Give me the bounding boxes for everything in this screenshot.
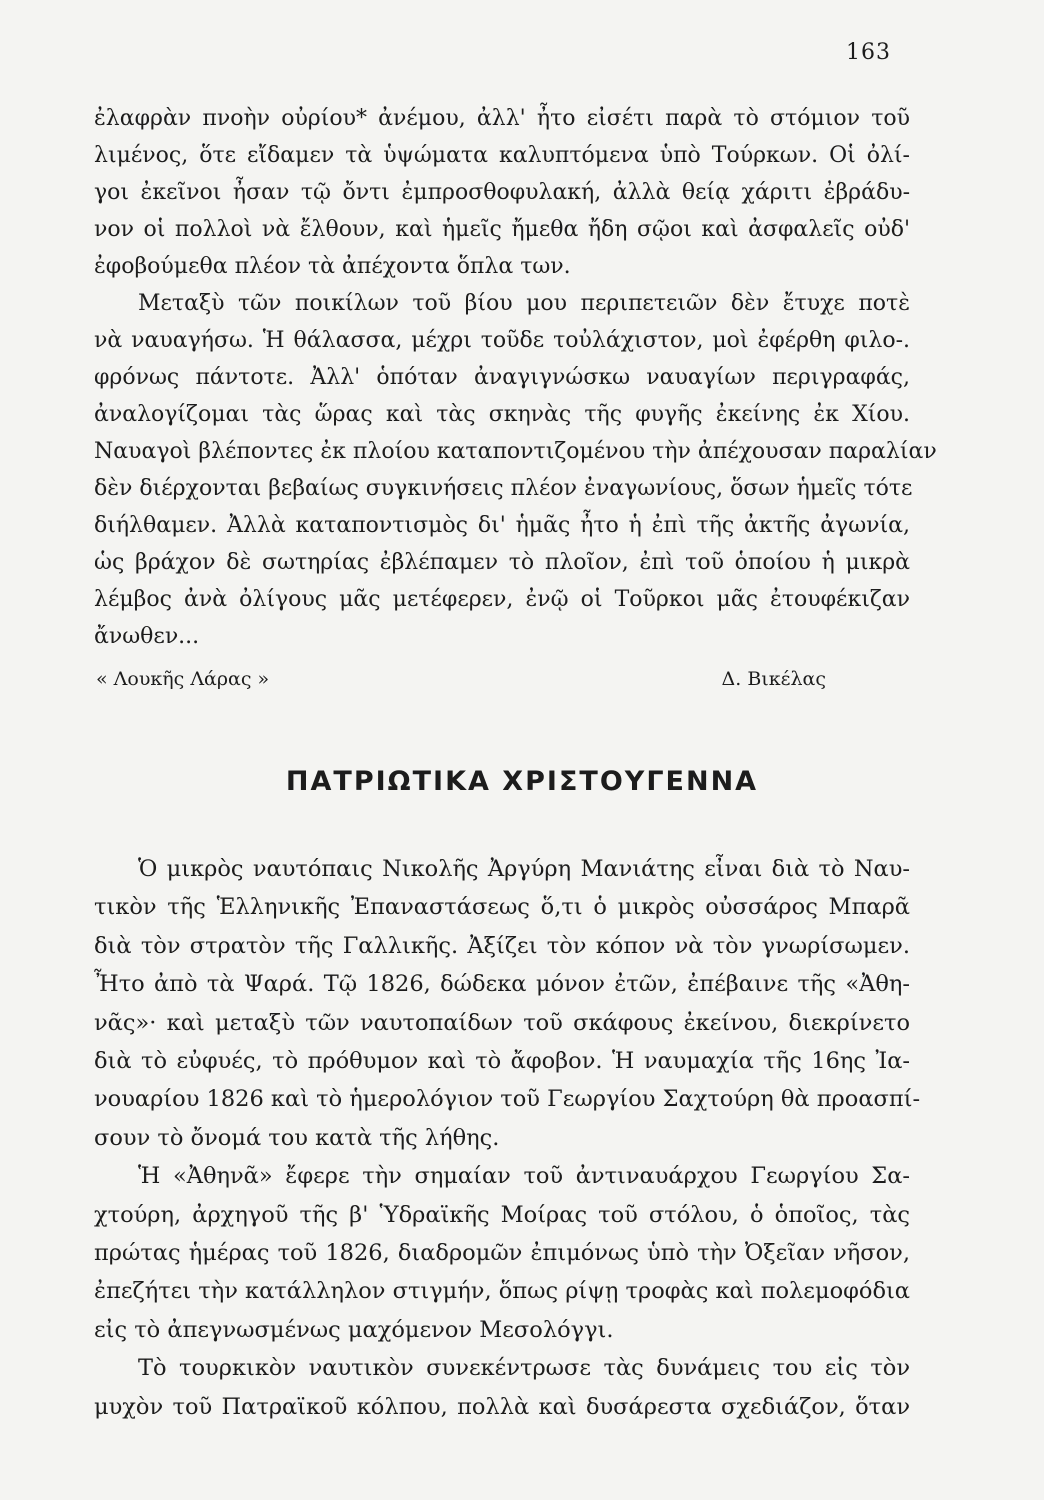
article-title: ΠΑΤΡΙΩΤΙΚΑ ΧΡΙΣΤΟΥΓΕΝΝΑ: [285, 766, 759, 797]
source-title: « Λουκῆς Λάρας »: [96, 668, 270, 690]
author-name: Δ. Βικέλας: [721, 668, 826, 690]
text-line: λέμβος ἀνὰ ὀλίγους μᾶς μετέφερεν, ἐνῷ οἱ Τοῦρκοι μᾶς ἐτουφέκιζαν: [94, 587, 910, 612]
text-line: σουν τὸ ὄνομά του κατὰ τῆς λήθης.: [94, 1124, 500, 1151]
text-line: ἐπεζήτει τὴν κατάλληλον στιγμήν, ὅπως ρίψῃ τροφὰς καὶ πολεμοφόδια: [94, 1278, 910, 1305]
text-line: ἐλαφρὰν πνοὴν οὐρίου* ἀνέμου, ἀλλ' ἦτο εἰσέτι παρὰ τὸ στόμιον τοῦ: [94, 106, 910, 131]
text-line: εἰς τὸ ἀπεγνωσμένως μαχόμενον Μεσολόγγι.: [94, 1316, 614, 1343]
text-line: ὡς βράχον δὲ σωτηρίας ἐβλέπαμεν τὸ πλοῖον, ἐπὶ τοῦ ὁποίου ἡ μικρὰ: [94, 550, 910, 575]
text-line: γοι ἐκεῖνοι ἦσαν τῷ ὄντι ἐμπροσθοφυλακή, ἀλλὰ θείᾳ χάριτι ἐβράδυ-: [94, 180, 910, 205]
text-line: Μεταξὺ τῶν ποικίλων τοῦ βίου μου περιπετειῶν δὲν ἔτυχε ποτὲ: [138, 291, 910, 316]
article-body: [94, 850, 921, 1426]
text-line: δὲν διέρχονται βεβαίως συγκινήσεις πλέον ἐναγωνίους, ὅσων ἡμεῖς τότε: [94, 476, 913, 501]
text-line: νον οἱ πολλοὶ νὰ ἔλθουν, καὶ ἡμεῖς ἤμεθα ἤδη σῷοι καὶ ἀσφαλεῖς οὐδ': [94, 217, 910, 242]
text-line: φρόνως πάντοτε. Ἀλλ' ὁπόταν ἀναγιγνώσκω ναυαγίων περιγραφάς,: [94, 365, 910, 390]
text-line: διὰ τὸν στρατὸν τῆς Γαλλικῆς. Ἀξίζει τὸν κόπον νὰ τὸν γνωρίσωμεν.: [94, 932, 910, 959]
text-line: χτούρη, ἀρχηγοῦ τῆς β' Ὑδραϊκῆς Μοίρας τοῦ στόλου, ὁ ὁποῖος, τὰς: [94, 1201, 910, 1228]
text-line: διήλθαμεν. Ἀλλὰ καταποντισμὸς δι' ἡμᾶς ἦτο ἡ ἐπὶ τῆς ἀκτῆς ἀγωνία,: [94, 513, 910, 538]
text-line: Ἡ «Ἀθηνᾶ» ἔφερε τὴν σημαίαν τοῦ ἀντιναυάρχου Γεωργίου Σα-: [138, 1163, 910, 1190]
text-line: πρώτας ἡμέρας τοῦ 1826, διαδρομῶν ἐπιμόνως ὑπὸ τὴν Ὀξεῖαν νῆσον,: [94, 1240, 910, 1267]
text-line: Ναυαγοὶ βλέποντες ἐκ πλοίου καταποντιζομένου τὴν ἀπέχουσαν παραλίαν: [94, 439, 937, 464]
text-line: νᾶς»· καὶ μεταξὺ τῶν ναυτοπαίδων τοῦ σκάφους ἐκείνου, διεκρίνετο: [94, 1009, 910, 1036]
text-line: λιμένος, ὅτε εἴδαμεν τὰ ὑψώματα καλυπτόμενα ὑπὸ Τούρκων. Οἱ ὀλί-: [94, 143, 910, 168]
text-line: Ὁ μικρὸς ναυτόπαις Νικολῆς Ἀργύρη Μανιάτης εἶναι διὰ τὸ Ναυ-: [138, 856, 910, 882]
excerpt-attribution: [96, 668, 826, 690]
text-line: τικὸν τῆς Ἑλληνικῆς Ἐπαναστάσεως ὅ,τι ὁ μικρὸς οὐσσάρος Μπαρᾶ: [94, 894, 910, 921]
novel-excerpt: [94, 100, 937, 655]
text-line: ἐφοβούμεθα πλέον τὰ ἀπέχοντα ὅπλα των.: [94, 254, 571, 279]
text-line: Ἦτο ἀπὸ τὰ Ψαρά. Τῷ 1826, δώδεκα μόνον ἐτῶν, ἐπέβαινε τῆς «Ἀθη-: [94, 971, 910, 998]
text-line: Τὸ τουρκικὸν ναυτικὸν συνεκέντρωσε τὰς δυνάμεις του εἰς τὸν: [138, 1355, 910, 1382]
text-line: διὰ τὸ εὐφυές, τὸ πρόθυμον καὶ τὸ ἄφοβον. Ἡ ναυμαχία τῆς 16ης Ἰα-: [94, 1048, 910, 1075]
text-line: νὰ ναυαγήσω. Ἡ θάλασσα, μέχρι τοῦδε τοὐλάχιστον, μοὶ ἐφέρθη φιλο-.: [94, 328, 910, 353]
text-line: μυχὸν τοῦ Πατραϊκοῦ κόλπου, πολλὰ καὶ δυσάρεστα σχεδιάζον, ὅταν: [94, 1393, 910, 1420]
text-line: νουαρίου 1826 καὶ τὸ ἡμερολόγιον τοῦ Γεωργίου Σαχτούρη θὰ προασπί-: [94, 1086, 921, 1113]
text-line: ἄνωθεν...: [94, 624, 200, 649]
text-line: ἀναλογίζομαι τὰς ὥρας καὶ τὰς σκηνὰς τῆς φυγῆς ἐκείνης ἐκ Χίου.: [94, 402, 910, 427]
page-number: 163: [846, 40, 891, 65]
